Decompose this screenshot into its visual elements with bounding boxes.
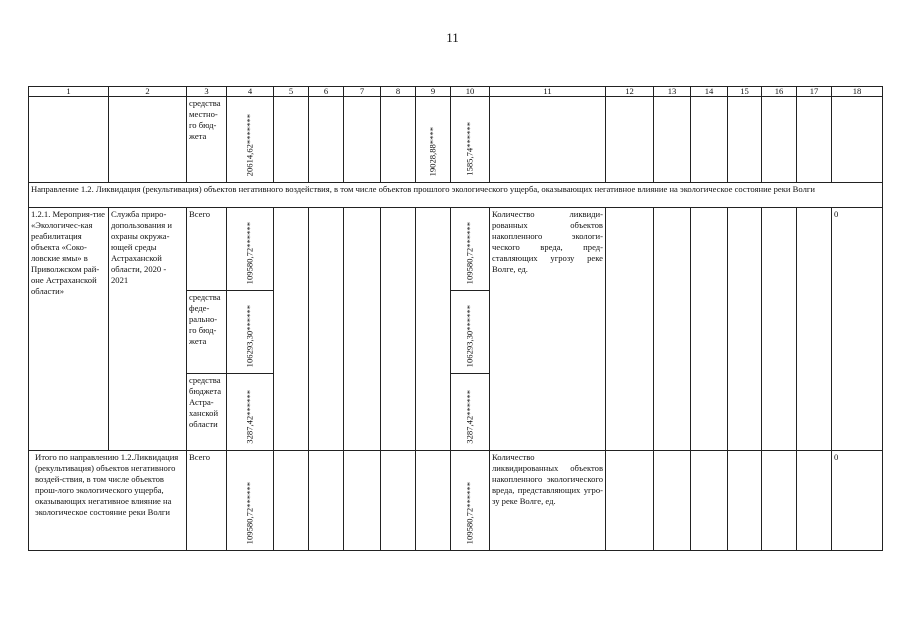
col-number: 1 — [29, 87, 109, 97]
amount-col10: 1585,74****** — [464, 122, 475, 176]
amount-col4: 109580,72****** — [244, 221, 255, 284]
col-number: 15 — [728, 87, 762, 97]
col-number: 11 — [490, 87, 606, 97]
direction-total-name: Итого по направлению 1.2.Ликвидация (рекультивация) объектов негативного воздей-ствия, в том числе объектов прош-лого экологического ущерба, оказывающих негативное влияние на экологическое состояние реки Волги — [29, 451, 187, 551]
col-number: 13 — [654, 87, 691, 97]
col-number: 9 — [416, 87, 451, 97]
col-number: 18 — [832, 87, 883, 97]
col-number: 8 — [381, 87, 416, 97]
funding-source: Всего — [187, 208, 227, 291]
col-number: 10 — [451, 87, 490, 97]
col-number: 6 — [309, 87, 344, 97]
measure-name: 1.2.1. Мероприя-тие «Экологичес-кая реабилитация объекта «Соко-ловские ямы» в Приволжском рай-оне Астраханской области» — [29, 208, 109, 451]
page-number: 11 — [446, 30, 459, 45]
amount-col10: 106293,30****** — [464, 304, 475, 367]
funding-source: средства бюджета Астра-ханской области — [187, 374, 227, 451]
funding-source: средства местно-го бюд-жета — [187, 97, 227, 183]
funding-source: средства феде-рально-го бюд-жета — [187, 291, 227, 374]
col-number: 12 — [606, 87, 654, 97]
column-numbers-row — [29, 87, 883, 97]
col-number: 2 — [109, 87, 187, 97]
measure-executor: Служба приро-допользования и охраны окружа-ющей среды Астраханской области, 2020 - 2021 — [109, 208, 187, 451]
col-number: 17 — [797, 87, 832, 97]
amount-col4: 20614,62******* — [244, 113, 255, 176]
amount-col4: 109580,72****** — [244, 481, 255, 544]
amount-col4: 106293,30****** — [244, 304, 255, 367]
section-heading: Направление 1.2. Ликвидация (рекультивация) объектов негативного воздействия, в том числе объектов прошлого экологического ущерба, оказывающих негативное влияние на экологическое состояние реки Волги — [29, 183, 883, 208]
col-number: 4 — [227, 87, 274, 97]
program-table — [28, 86, 883, 551]
local-budget-row — [29, 97, 883, 183]
col-number: 5 — [274, 87, 309, 97]
col-number: 7 — [344, 87, 381, 97]
amount-col10: 3287,42****** — [464, 390, 475, 444]
indicator-value: 0 — [832, 208, 883, 451]
measure-total-row — [29, 208, 883, 291]
direction-total-indicator: Количество ликвидированных объектов накопленного экологического вреда, представляющих угро-зу реке Волге, ед. — [490, 451, 606, 551]
amount-col10: 109580,72****** — [464, 221, 475, 284]
funding-source: Всего — [187, 451, 227, 551]
amount-col9: 19028,88**** — [427, 126, 438, 176]
amount-col10: 109580,72****** — [464, 481, 475, 544]
section-heading-row — [29, 183, 883, 208]
col-number: 16 — [762, 87, 797, 97]
amount-col4: 3287,42****** — [244, 390, 255, 444]
indicator-value: 0 — [832, 451, 883, 551]
col-number: 3 — [187, 87, 227, 97]
measure-indicator: Количество ликвиди-рованных объектов накопленного экологи-ческого вреда, пред-ставляющих угрозу реке Волге, ед. — [490, 208, 606, 451]
col-number: 14 — [691, 87, 728, 97]
direction-total-row — [29, 451, 883, 551]
